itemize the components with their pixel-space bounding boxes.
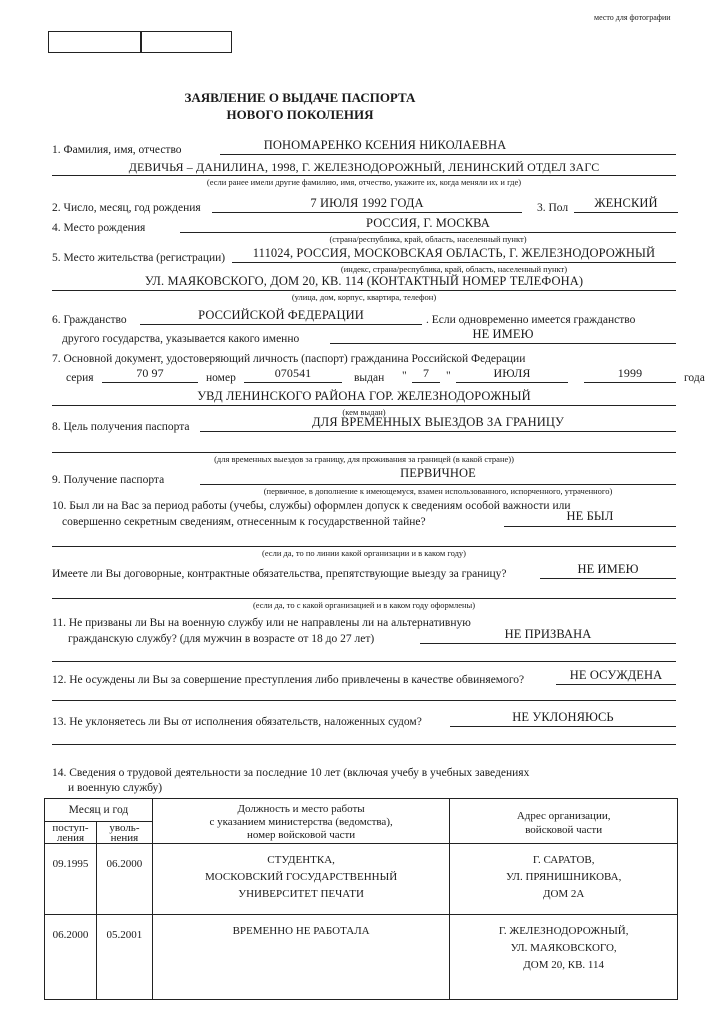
table-row (45, 915, 678, 1000)
q14-label-line1: 14. Сведения о трудовой деятельности за последние 10 лет (включая учебу в учебных заведениях (52, 767, 530, 779)
q12-line (556, 684, 676, 685)
q4-hint: (страна/республика, край, область, населенный пункт) (329, 234, 527, 244)
q7-issuer: УВД ЛЕНИНСКОГО РАЙОНА ГОР. ЖЕЛЕЗНОДОРОЖНЫЙ (197, 389, 531, 403)
q5-label: 5. Место жительства (регистрации) (52, 252, 226, 264)
header-end (96, 822, 152, 844)
q10-label-line2: совершенно секретным сведениям, отнесенным к государственной тайне? (62, 516, 426, 528)
q10-line (504, 526, 676, 527)
q7-day-line (412, 382, 440, 383)
q3-label: 3. Пол (537, 202, 569, 214)
q11-answer: НЕ ПРИЗВАНА (504, 627, 592, 641)
q13-line2 (52, 744, 676, 745)
row2-address-line2: УЛ. МАЯКОВСКОГО, (510, 942, 617, 954)
row1-position-line2: МОСКОВСКИЙ ГОСУДАРСТВЕННЫЙ (205, 871, 398, 883)
q6-other-citizenship: НЕ ИМЕЮ (472, 327, 534, 341)
q7-month-line (456, 382, 568, 383)
q9-line (200, 484, 676, 485)
q10-label-line1: 10. Был ли на Вас за период работы (учебы, службы) оформлен допуск к сведениям особой важности или (52, 500, 571, 512)
q1-previous-names: ДЕВИЧЬЯ – ДАНИЛИНА, 1998, Г. ЖЕЛЕЗНОДОРОЖНЫЙ, ЛЕНИНСКИЙ ОТДЕЛ ЗАГС (128, 160, 600, 174)
q6-label2: другого государства, указывается какого именно (62, 333, 300, 345)
q3-line (574, 212, 678, 213)
document-subtitle: НОВОГО ПОКОЛЕНИЯ (226, 107, 374, 122)
q7-issued-label: выдан (354, 372, 385, 384)
q13-answer: НЕ УКЛОНЯЮСЬ (512, 710, 614, 724)
q4-line (180, 232, 676, 233)
q12-label: 12. Не осуждены ли Вы за совершение преступления либо привлечены в качестве обвиняемого? (52, 674, 525, 686)
q7-number-line (244, 382, 342, 383)
photo-placeholder-label: место для фотографии (594, 13, 671, 22)
q5-hint2: (улица, дом, корпус, квартира, телефон) (291, 292, 437, 302)
row2-address-line3: ДОМ 20, КВ. 114 (523, 959, 605, 971)
header-position-line1: Должность и место работы (237, 803, 365, 815)
row1-position (152, 844, 449, 915)
q2-birth-date: 7 ИЮЛЯ 1992 ГОДА (310, 196, 424, 210)
row2-start-date: 06.2000 (45, 915, 97, 1000)
q7-issuer-hint: (кем выдан) (342, 407, 386, 417)
q7-series-line (102, 382, 198, 383)
row2-address (450, 915, 678, 1000)
row1-end-date: 06.2000 (96, 844, 152, 915)
q8-purpose: ДЛЯ ВРЕМЕННЫХ ВЫЕЗДОВ ЗА ГРАНИЦУ (312, 415, 564, 429)
q8-hint: (для временных выездов за границу, для проживания за границей (в какой стране)) (214, 454, 514, 464)
q14-label-line2: и военную службу) (68, 782, 163, 794)
q1-line (220, 154, 676, 155)
q12-answer: НЕ ОСУЖДЕНА (569, 668, 663, 682)
row2-end-date: 05.2001 (96, 915, 152, 1000)
q7-series-label: серия (66, 372, 94, 384)
q10b-line (540, 578, 676, 579)
q7-year-label: года (684, 372, 705, 384)
row1-address-line1: Г. САРАТОВ, (532, 854, 595, 866)
row1-position-line1: СТУДЕНТКА, (267, 854, 335, 866)
q9-issuance-type: ПЕРВИЧНОЕ (400, 466, 476, 480)
table-row (45, 844, 678, 915)
work-history-table (44, 798, 678, 1000)
q13-label: 13. Не уклоняетесь ли Вы от исполнения обязательств, наложенных судом? (52, 716, 422, 728)
header-end-line2: нения (110, 831, 139, 844)
q10b-answer: НЕ ИМЕЮ (577, 562, 639, 576)
q11-line (420, 643, 676, 644)
q7-year: 1999 (617, 366, 643, 380)
q1-line2 (52, 175, 676, 176)
q7-quote-close: " (446, 370, 451, 382)
q5-line2 (52, 290, 676, 291)
q10-line2 (52, 546, 676, 547)
q3-gender: ЖЕНСКИЙ (594, 196, 658, 210)
header-month-year: Месяц и год (45, 799, 153, 822)
q11-line2 (52, 661, 676, 662)
document-title: ЗАЯВЛЕНИЕ О ВЫДАЧЕ ПАСПОРТА (184, 90, 416, 105)
q10-hint: (если да, то по линии какой организации и в каком году) (261, 548, 467, 558)
q10-answer: НЕ БЫЛ (566, 509, 614, 523)
q5-residence: 111024, РОССИЯ, МОСКОВСКАЯ ОБЛАСТЬ, Г. ЖЕЛЕЗНОДОРОЖНЫЙ (252, 246, 656, 260)
q7-label: 7. Основной документ, удостоверяющий личность (паспорт) гражданина Российской Федерации (52, 353, 526, 365)
header-end-line1: уволь- (109, 821, 140, 834)
q6-label-after: . Если одновременно имеется гражданство (426, 314, 636, 326)
q4-birth-place: РОССИЯ, Г. МОСКВА (366, 216, 490, 230)
q5-line (232, 262, 676, 263)
row2-position (152, 915, 449, 1000)
header-position (152, 799, 449, 844)
q7-issuer-line (52, 405, 676, 406)
table-header-row (45, 799, 678, 822)
q6-line (140, 324, 422, 325)
row1-address-line2: УЛ. ПРЯНИШНИКОВА, (505, 871, 622, 883)
q10b-label: Имеете ли Вы договорные, контрактные обязательства, препятствующие выезду за границу? (52, 568, 507, 580)
q7-number-label: номер (206, 372, 236, 384)
header-position-line2: с указанием министерства (ведомства), (209, 816, 393, 828)
q7-number: 070541 (274, 366, 312, 380)
header-address-line1: Адрес организации, (516, 810, 611, 822)
q6-line2 (330, 343, 676, 344)
q5-hint: (индекс, страна/республика, край, область, населенный пункт) (340, 264, 568, 274)
header-address-line2: войсковой части (525, 824, 603, 836)
q4-label: 4. Место рождения (52, 222, 146, 234)
q7-quote-open: " (402, 370, 407, 382)
header-start-line1: поступ- (52, 821, 89, 834)
row2-position-line1: ВРЕМЕННО НЕ РАБОТАЛА (232, 925, 370, 937)
row2-address-line1: Г. ЖЕЛЕЗНОДОРОЖНЫЙ, (498, 925, 629, 937)
q2-line (212, 212, 522, 213)
q1-hint: (если ранее имели другие фамилию, имя, отчество, укажите их, когда меняли их и где) (206, 177, 522, 187)
q7-day: 7 (422, 366, 430, 380)
q13-line (450, 726, 676, 727)
q6-citizenship: РОССИЙСКОЙ ФЕДЕРАЦИИ (198, 308, 364, 322)
q10b-hint: (если да, то с какой организацией и в каком году оформлены) (252, 600, 476, 610)
header-start-line2: ления (56, 831, 85, 844)
q1-full-name: ПОНОМАРЕНКО КСЕНИЯ НИКОЛАЕВНА (263, 138, 507, 152)
q10b-line2 (52, 598, 676, 599)
q7-month: ИЮЛЯ (493, 366, 531, 380)
q7-series: 70 97 (136, 366, 164, 380)
q12-line2 (52, 700, 676, 701)
header-start (45, 822, 97, 844)
q9-hint: (первичное, в дополнение к имеющемуся, взамен использованного, испорченного, утраченного) (263, 486, 613, 496)
q7-year-line (584, 382, 676, 383)
q8-label: 8. Цель получения паспорта (52, 421, 190, 433)
q1-label: 1. Фамилия, имя, отчество (52, 144, 182, 156)
row1-start-date: 09.1995 (45, 844, 97, 915)
q8-line2 (52, 452, 676, 453)
row1-address-line3: ДОМ 2А (542, 888, 585, 900)
header-position-line3: номер войсковой части (247, 829, 356, 841)
q11-label-line2: гражданскую службу? (для мужчин в возрасте от 18 до 27 лет) (68, 633, 375, 645)
q11-label-line1: 11. Не призваны ли Вы на военную службу или не направлены ли на альтернативную (52, 617, 471, 629)
q6-label: 6. Гражданство (52, 314, 127, 326)
header-address (450, 799, 678, 844)
q5-street-address: УЛ. МАЯКОВСКОГО, ДОМ 20, КВ. 114 (КОНТАКТНЫЙ НОМЕР ТЕЛЕФОНА) (144, 274, 584, 288)
row1-position-line3: УНИВЕРСИТЕТ ПЕЧАТИ (238, 888, 364, 900)
q2-label: 2. Число, месяц, год рождения (52, 202, 201, 214)
q9-label: 9. Получение паспорта (52, 474, 165, 486)
code-box-left (48, 31, 142, 53)
code-box-right (140, 31, 232, 53)
q8-line (200, 431, 676, 432)
row1-address (450, 844, 678, 915)
